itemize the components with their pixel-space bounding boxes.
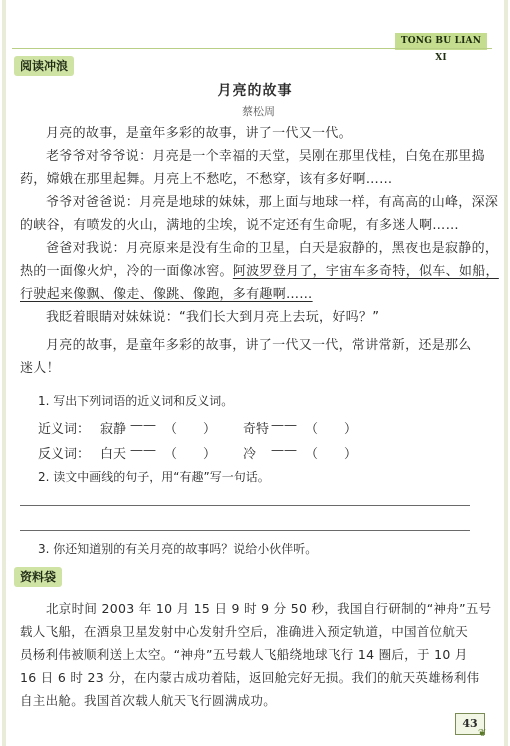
synonym-label: 近义词： (38, 422, 91, 437)
material-line: 16 日 6 时 23 分，在内蒙古成功着陆，返回舱完好无损。我们的航天英雄杨利伟 (20, 670, 480, 685)
page-number: 43 (455, 713, 485, 735)
story-line: 老爷爷对爷爷说：月亮是一个幸福的天堂，吴刚在那里伐桂，白兔在那里捣 (46, 149, 485, 164)
underlined-sentence: 阿波罗登月了，宇宙车多奇特，似车、如船， (232, 264, 499, 279)
word-leng: 冷 (243, 447, 257, 462)
section-tag-materials: 资料袋 (14, 567, 62, 587)
header-band: TONG BU LIAN XI (395, 33, 487, 50)
story-line: 我眨着眼睛对妹妹说：“我们长大到月亮上去玩，好吗？” (46, 310, 380, 325)
answer-blank[interactable]: （ ） (305, 422, 358, 437)
story-line-part: 热的一面像火炉，冷的一面像冰窖。 (20, 264, 233, 279)
answer-blank[interactable]: （ ） (305, 447, 358, 462)
question-3: 3. 你还知道别的有关月亮的故事吗？说给小伙伴听。 (38, 542, 318, 556)
story-title: 月亮的故事 (217, 83, 293, 99)
page-edge-left (2, 0, 6, 746)
dash: —— (130, 443, 156, 458)
material-line: 北京时间 2003 年 10 月 15 日 9 时 9 分 50 秒，我国自行研制的“神舟”五号 (46, 601, 492, 616)
material-line: 载人飞船，在酒泉卫星发射中心发射升空后，准确进入预定轨道，中国首位航天 (20, 624, 469, 639)
story-author: 蔡松周 (242, 105, 275, 118)
word-jijing: 寂静 (100, 422, 127, 437)
question-1: 1. 写出下列词语的近义词和反义词。 (38, 394, 234, 408)
story-line: 的峡谷，有喷发的火山，满地的尘埃，说不定还有生命呢，有多迷人啊…… (20, 218, 459, 233)
leaf-icon: ❦ (478, 728, 487, 739)
underlined-sentence: 行驶起来像飘、像走、像跳、像跑，多有趣啊…… (20, 287, 313, 302)
header-rule (12, 48, 492, 49)
story-line: 药，嫦娥在那里起舞。月亮上不愁吃，不愁穿，该有多好啊…… (20, 172, 393, 187)
section-tag-reading: 阅读冲浪 (14, 56, 74, 76)
story-line: 迷人！ (20, 361, 60, 376)
writing-line[interactable] (20, 505, 470, 506)
writing-line[interactable] (20, 530, 470, 531)
page-edge-right (504, 0, 508, 746)
story-line: 月亮的故事，是童年多彩的故事，讲了一代又一代，常讲常新，还是那么 (46, 338, 472, 353)
story-line: 爸爸对我说：月亮原来是没有生命的卫星，白天是寂静的，黑夜也是寂静的， (46, 241, 499, 256)
story-line (20, 260, 499, 283)
answer-blank[interactable]: （ ） (164, 447, 217, 462)
dash: —— (271, 418, 297, 433)
story-line: 爷爷对爸爸说：月亮是地球的妹妹，那上面与地球一样，有高高的山峰，深深 (46, 195, 499, 210)
word-qite: 奇特 (243, 422, 270, 437)
word-baitian: 白天 (100, 447, 127, 462)
dash: —— (271, 443, 297, 458)
antonym-label: 反义词： (38, 447, 91, 462)
material-line: 自主出舱。我国首次载人航天飞行圆满成功。 (20, 693, 277, 708)
question-2: 2. 读文中画线的句子，用“有趣”写一句话。 (38, 470, 270, 484)
dash: —— (130, 418, 156, 433)
answer-blank[interactable]: （ ） (164, 422, 217, 437)
story-line: 月亮的故事，是童年多彩的故事，讲了一代又一代。 (46, 126, 352, 141)
material-line: 员杨利伟被顺利送上太空。“神舟”五号载人飞船绕地球飞行 14 圈后，于 10 月 (20, 647, 468, 662)
